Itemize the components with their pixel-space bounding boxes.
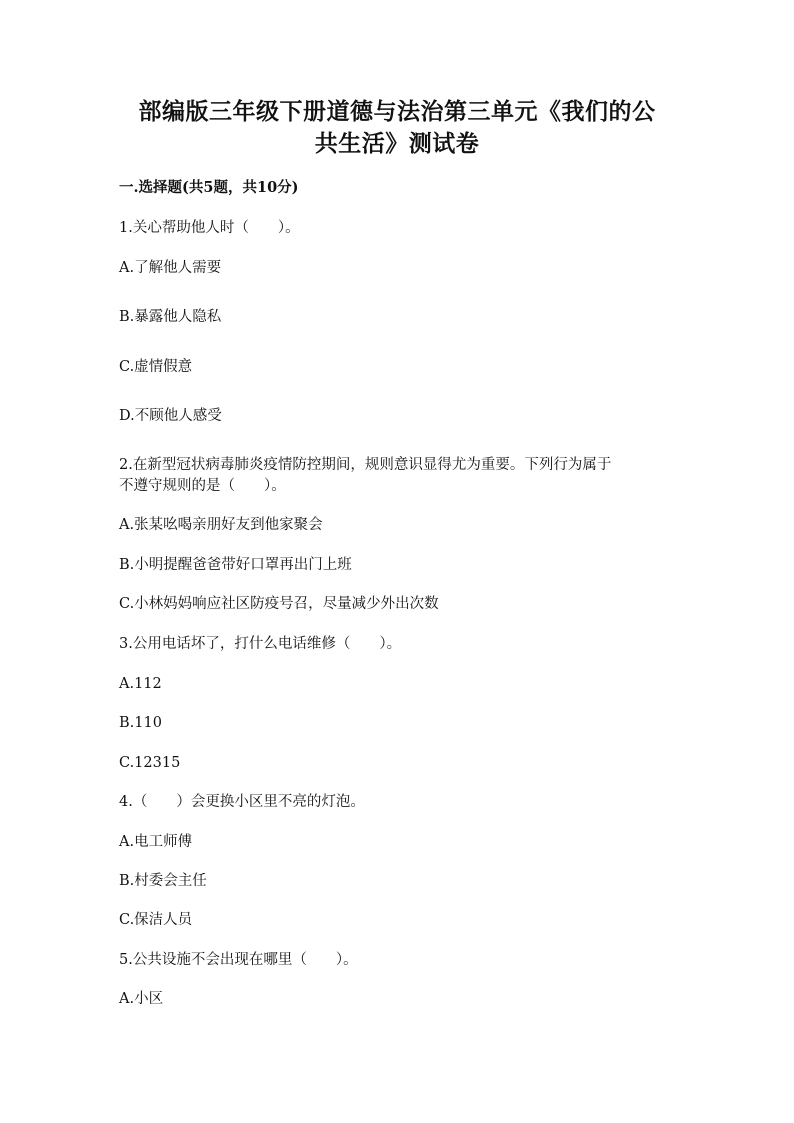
question-1-option-a: A.了解他人需要	[119, 260, 222, 276]
question-5-stem: 5.公共设施不会出现在哪里（ ）。	[119, 952, 358, 968]
question-3-stem: 3.公用电话坏了，打什么电话维修（ ）。	[119, 636, 402, 652]
section-heading: 一.选择题(共5题，共10分)	[119, 179, 299, 196]
question-3-option-c: C.12315	[119, 755, 181, 771]
question-4-option-a: A.电工师傅	[119, 834, 193, 850]
question-1-option-d: D.不顾他人感受	[119, 408, 222, 424]
question-4-option-b: B.村委会主任	[119, 873, 207, 889]
question-2-option-a: A.张某吆喝亲朋好友到他家聚会	[119, 517, 323, 533]
question-2-option-b: B.小明提醒爸爸带好口罩再出门上班	[119, 557, 352, 573]
question-1-option-c: C.虚情假意	[119, 359, 193, 375]
question-4-option-c: C.保洁人员	[119, 912, 193, 928]
page-title-line-2: 共生活》测试卷	[314, 130, 480, 157]
question-3-option-b: B.110	[119, 715, 162, 731]
question-2-stem-line-2: 不遵守规则的是（ ）。	[119, 478, 286, 494]
question-4-stem: 4.（ ）会更换小区里不亮的灯泡。	[119, 794, 365, 810]
question-1-stem: 1.关心帮助他人时（ ）。	[119, 220, 300, 236]
question-3-option-a: A.112	[119, 676, 162, 692]
page-title-line-1: 部编版三年级下册道德与法治第三单元《我们的公	[138, 98, 656, 125]
question-5-option-a: A.小区	[119, 991, 164, 1007]
question-2-option-c: C.小林妈妈响应社区防疫号召，尽量减少外出次数	[119, 596, 439, 612]
question-2-stem-line-1: 2.在新型冠状病毒肺炎疫情防控期间，规则意识显得尤为重要。下列行为属于	[119, 457, 612, 473]
question-1-option-b: B.暴露他人隐私	[119, 309, 222, 325]
